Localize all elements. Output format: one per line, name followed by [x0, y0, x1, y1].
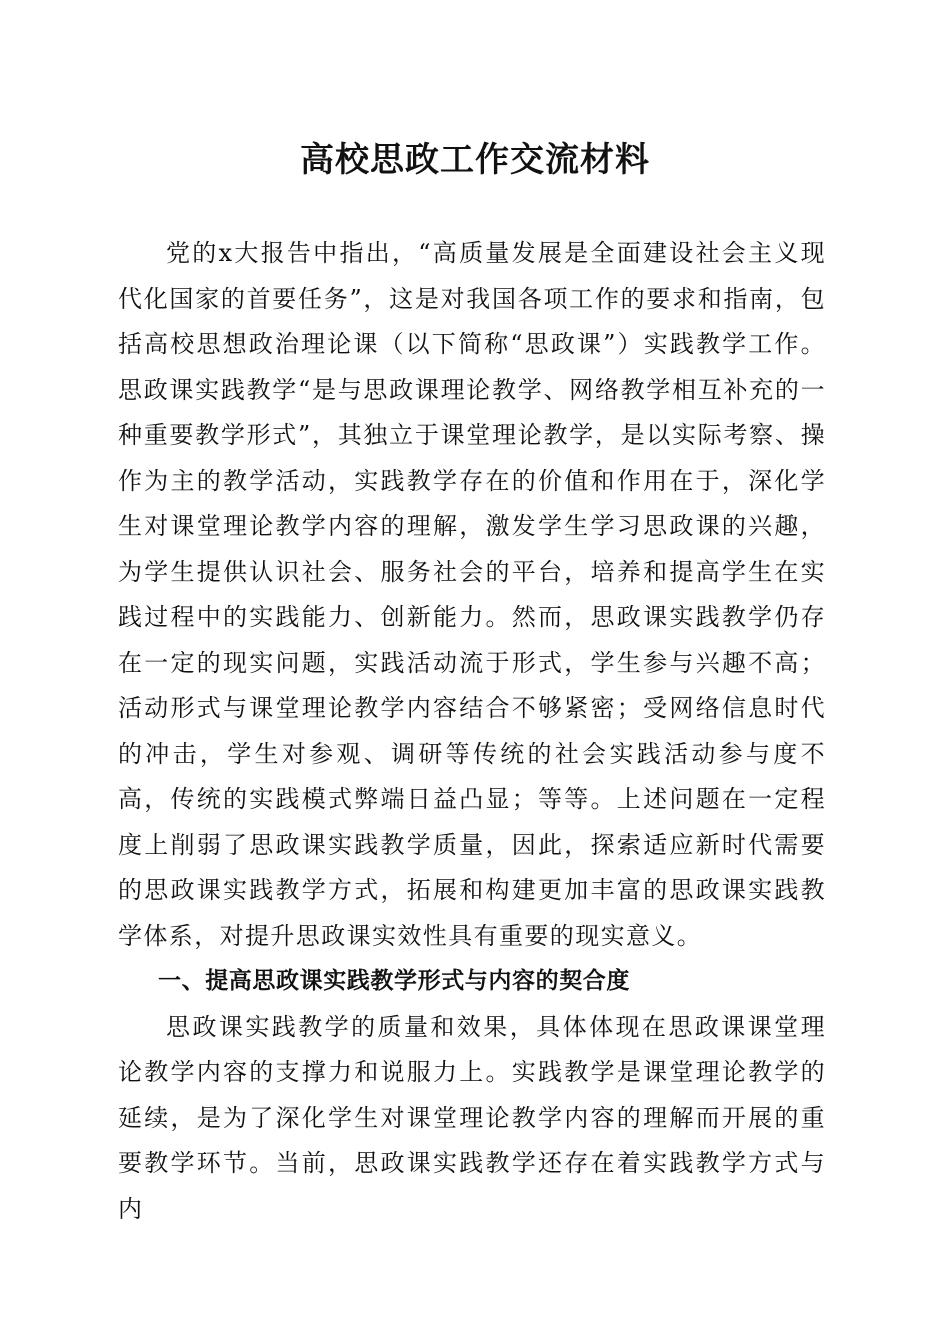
section-heading: 一、提高思政课实践教学形式与内容的契合度 [158, 968, 630, 994]
intro-paragraph: 党的x大报告中指出，“高质量发展是全面建设社会主义现代化国家的首要任务”，这是对我国各项工作的要求和指南，包括高校思想政治理论课（以下简称“思政课”）实践教学工作。思政课实践教学“是与思政课理论教学、网络教学相互补充的一种重要教学形式”，其独立于课堂理论教学，是以实际考察、操作为主的教学活动，实践教学存在的价值和作用在于，深化学生对课堂理论教学内容的理解，激发学生学习思政课的兴趣，为学生提供认识社会、服务社会的平台，培养和提高学生在实践过程中的实践能力、创新能力。然而，思政课实践教学仍存在一定的现实问题，实践活动流于形式，学生参与兴趣不高；活动形式与课堂理论教学内容结合不够紧密；受网络信息时代的冲击，学生对参观、调研等传统的社会实践活动参与度不高，传统的实践模式弊端日益凸显；等等。上述问题在一定程度上削弱了思政课实践教学质量，因此，探索适应新时代需要的思政课实践教学方式，拓展和构建更加丰富的思政课实践教学体系，对提升思政课实效性具有重要的现实意义。 [118, 239, 826, 950]
document-body [118, 231, 826, 1232]
document-title: 高校思政工作交流材料 [300, 140, 650, 180]
section-paragraph: 思政课实践教学的质量和效果，具体体现在思政课课堂理论教学内容的支撑力和说服力上。实践教学是课堂理论教学的延续，是为了深化学生对课堂理论教学内容的理解而开展的重要教学环节。当前，思政课实践教学还存在着实践教学方式与内 [118, 1012, 826, 1223]
